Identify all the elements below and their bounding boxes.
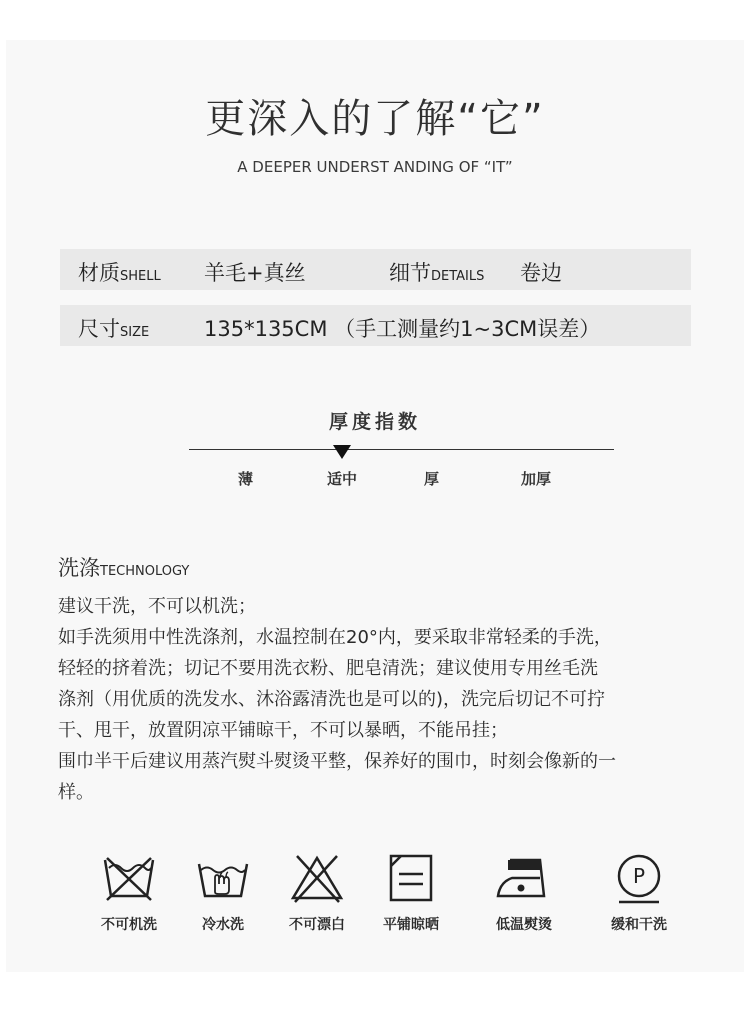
- details-value: 卷边: [520, 261, 562, 285]
- washing-line: 围巾半干后建议用蒸汽熨斗熨烫平整，保养好的围巾，时刻会像新的一: [58, 751, 616, 772]
- low-temp-iron-icon: [492, 852, 556, 906]
- page-subtitle: A DEEPER UNDERST ANDING OF “IT”: [237, 158, 513, 176]
- material-value: 羊毛+真丝: [204, 261, 306, 285]
- care-item-low-temp-iron: [479, 852, 569, 934]
- care-item-gentle-dry-clean: [594, 852, 684, 934]
- spec-row-material: [60, 249, 691, 290]
- washing-line: 建议干洗，不可以机洗；: [58, 596, 256, 617]
- washing-line: 轻轻的挤着洗；切记不要用洗衣粉、肥皂清洗；建议使用专用丝毛洗: [58, 658, 598, 679]
- spec-row-size: [60, 305, 691, 346]
- thickness-level-extra-thick: 加厚: [521, 470, 552, 488]
- cold-hand-wash-icon: [195, 852, 251, 906]
- washing-instructions: [58, 591, 698, 808]
- flat-dry-shade-icon: [383, 852, 439, 906]
- thickness-level-medium: 适中: [327, 470, 358, 488]
- care-label: 不可机洗: [101, 917, 157, 933]
- washing-line: 干、甩干，放置阴凉平铺晾干，不可以暴晒，不能吊挂；: [58, 720, 508, 741]
- thickness-level-thick: 厚: [424, 470, 440, 488]
- no-bleach-icon: [289, 852, 345, 906]
- washing-heading: 洗涤TECHNOLOGY: [58, 556, 190, 580]
- thickness-marker-icon: [333, 445, 351, 459]
- care-label: 平铺晾晒: [383, 917, 439, 933]
- size-label: 尺寸SIZE: [78, 317, 150, 341]
- page-title: 更深入的了解“它”: [205, 96, 545, 142]
- care-item-flat-dry: [366, 852, 456, 934]
- care-label: 冷水洗: [202, 917, 244, 933]
- thickness-level-thin: 薄: [238, 470, 254, 488]
- washing-line: 如手洗须用中性洗涤剂，水温控制在20°内，要采取非常轻柔的手洗，: [58, 627, 612, 648]
- care-label: 低温熨烫: [496, 917, 552, 933]
- product-detail-card: [6, 40, 744, 972]
- thickness-title: 厚度指数: [328, 411, 421, 433]
- material-label: 材质SHELL: [78, 261, 161, 285]
- size-value: 135*135CM （手工测量约1~3CM误差）: [204, 317, 601, 341]
- care-label: 不可漂白: [289, 917, 345, 933]
- washing-line: 涤剂（用优质的洗发水、沐浴露清洗也是可以的)，洗完后切记不可拧: [58, 689, 606, 710]
- dry-clean-glyph: P: [632, 864, 646, 888]
- gentle-dry-clean-icon: [611, 852, 667, 906]
- thickness-scale-line: [189, 449, 614, 450]
- details-label: 细节DETAILS: [389, 261, 485, 285]
- care-item-cold-hand-wash: [178, 852, 268, 934]
- no-machine-wash-icon: [101, 852, 157, 906]
- care-item-no-machine-wash: [84, 852, 174, 934]
- care-item-no-bleach: [272, 852, 362, 934]
- washing-line: 样。: [58, 782, 94, 803]
- care-label: 缓和干洗: [611, 917, 667, 933]
